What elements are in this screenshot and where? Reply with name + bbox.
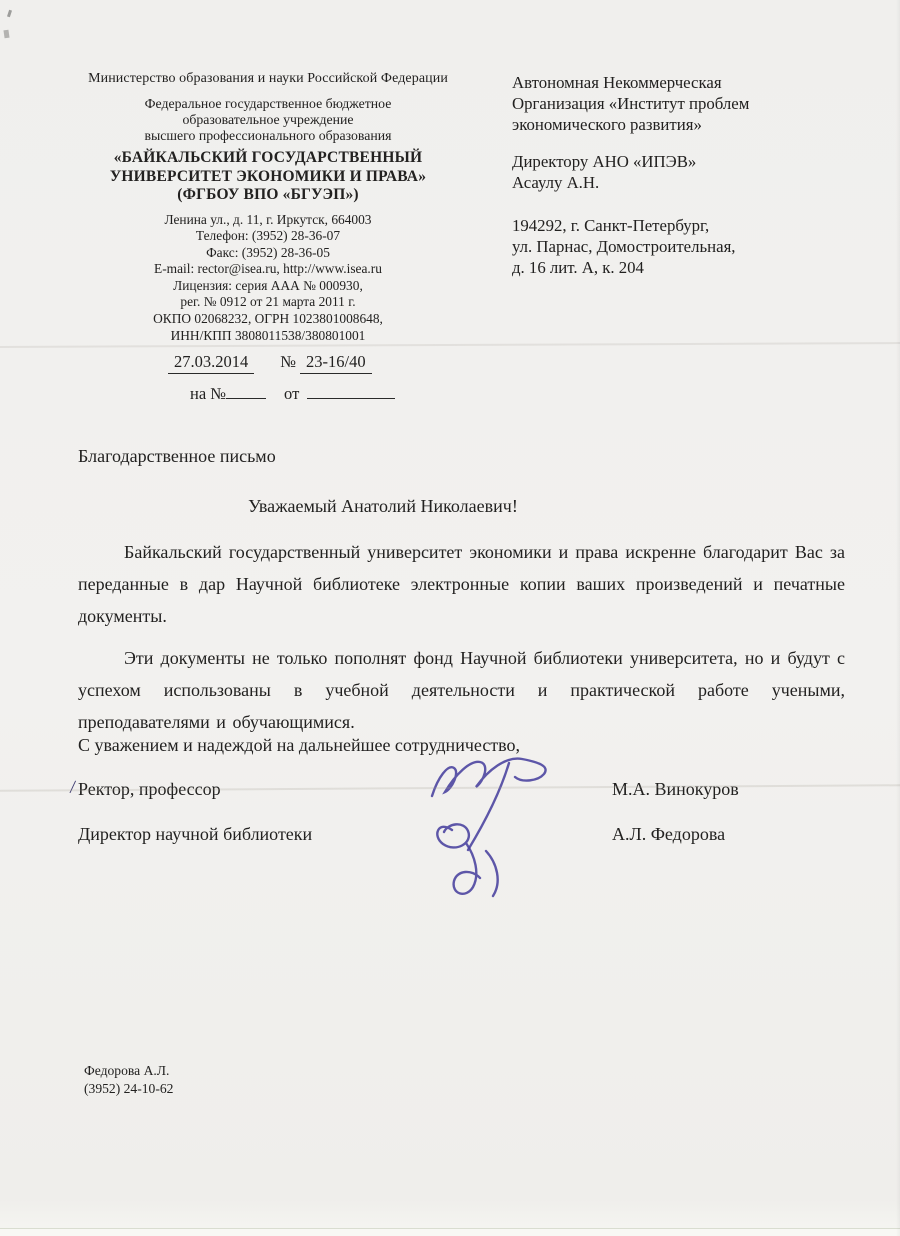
signer-title: Ректор, профессор [78,779,221,799]
recipient-block [512,72,857,278]
letterhead-details-line: Ленина ул., д. 11, г. Иркутск, 664003 [164,211,372,227]
vinokurov-signature [432,759,546,850]
ref-ot-label: от [284,384,300,403]
recipient-org-line: Автономная Некоммерческая [512,73,722,92]
reference-row [190,384,395,404]
salutation: Уважаемый Анатолий Николаевич! [248,496,518,516]
ref-date-blank [307,384,395,399]
letterhead-details [58,212,478,345]
org-type-line: высшего профессионального образования [144,128,392,143]
letterhead-details-line: Лицензия: серия ААА № 000930, [173,277,363,293]
recipient-org-line: экономического развития» [512,115,702,134]
ministry-line: Министерство образования и науки Российской Федерации [88,71,448,86]
recipient-org-line: Организация «Институт проблем [512,94,750,113]
recipient-address-line: ул. Парнас, Домостроительная, [512,237,736,256]
signer-title: Директор научной библиотеки [78,824,313,844]
date-number-row [168,352,372,374]
letterhead-details-line: ИНН/КПП 3808011538/380801001 [170,327,366,343]
addressee-line: Асаулу А.Н. [512,173,600,192]
doc-type-title: Благодарственное письмо [78,446,276,466]
scan-speck [7,10,12,18]
letterhead-details-line: Телефон: (3952) 28-36-07 [195,228,341,244]
body-paragraph: Эти документы не только пополнят фонд Научной библиотеки университета, но и будут с успехом использованы в учебной деятельности и практической работе учеными, преподавателями и обучающимися. [78,648,845,732]
scan-edge-shadow [896,0,900,1236]
page-bottom-edge [0,1228,900,1236]
letterhead-details-line: ОКПО 02068232, ОГРН 1023801008648, [153,311,383,327]
org-type-block [58,96,478,144]
scan-speck [3,30,9,39]
recipient-address-line: д. 16 лит. А, к. 204 [512,258,644,277]
pen-stray-mark: / [68,776,77,799]
ref-na-label: на № [190,384,227,403]
letterhead [58,70,478,344]
org-type-line: образовательное учреждение [182,112,354,127]
letterhead-details-line: E-mail: rector@isea.ru, http://www.isea.ru [154,261,382,277]
letterhead-details-line: рег. № 0912 от 21 марта 2011 г. [180,294,356,310]
executor-name: Федорова А.Л. [84,1063,170,1078]
signer-name: М.А. Винокуров [612,779,739,799]
signer-name: А.Л. Федорова [612,824,726,844]
ref-number-blank [226,384,266,399]
university-name-line: «БАЙКАЛЬСКИЙ ГОСУДАРСТВЕННЫЙ [113,149,423,166]
addressee-line: Директору АНО «ИПЭВ» [512,152,697,171]
org-type-line: Федеральное государственное бюджетное [144,96,392,111]
number-sign: № [280,352,296,371]
university-name [58,149,478,205]
body-paragraph: Байкальский государственный университет экономики и права искренне благодарит Вас за переданные в дар Научной библиотеке электронные копии ваших произведений и печатные документы. [78,542,845,626]
university-name-line: (ФГБОУ ВПО «БГУЭП») [177,186,359,203]
letterhead-details-line: Факс: (3952) 28-36-05 [206,244,330,260]
executor-phone: (3952) 24-10-62 [84,1081,174,1096]
closing-line: С уважением и надеждой на дальнейшее сотрудничество, [78,735,521,755]
recipient-address-line: 194292, г. Санкт-Петербург, [512,216,710,235]
university-name-line: УНИВЕРСИТЕТ ЭКОНОМИКИ И ПРАВА» [109,167,427,185]
executor-contact [84,1062,173,1098]
doc-date: 27.03.2014 [168,352,254,374]
fedorova-signature [437,824,497,896]
doc-number: 23-16/40 [300,352,372,374]
handwritten-signatures [412,750,587,910]
